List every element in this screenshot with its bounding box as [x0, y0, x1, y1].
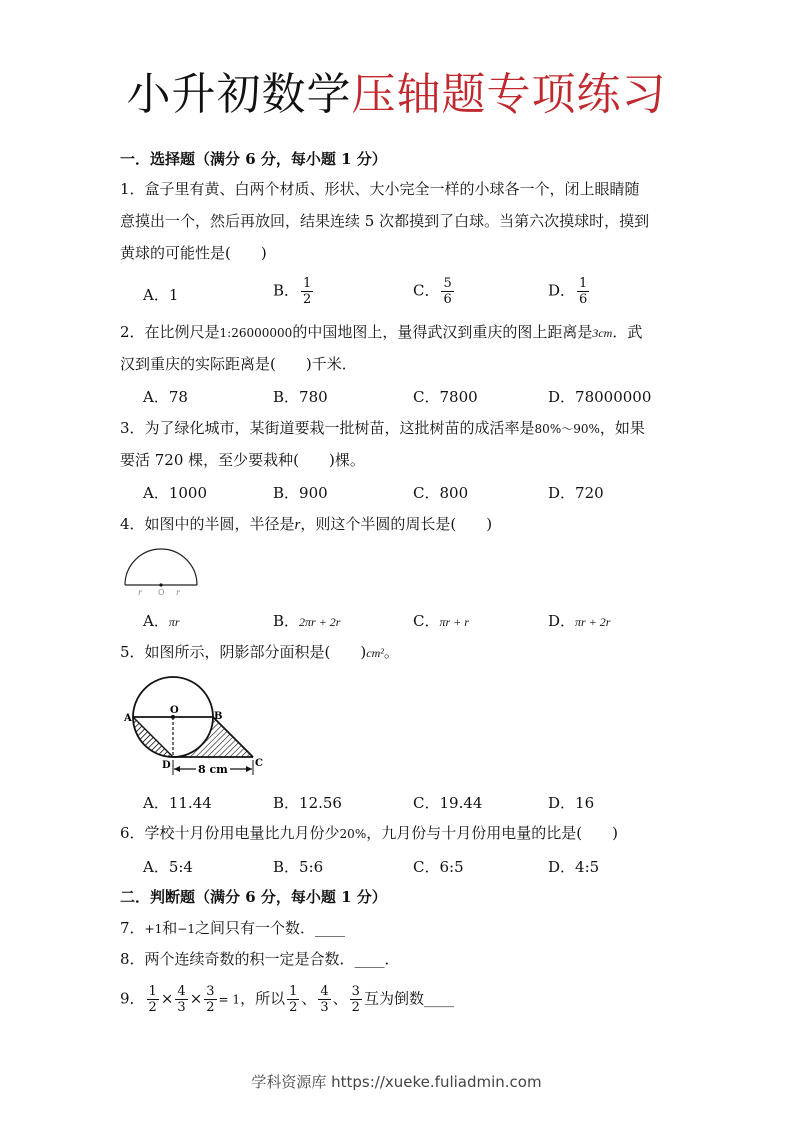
fig-label-c: C [255, 758, 263, 769]
fig-label-r-left: r [138, 588, 142, 597]
q5-option-d[interactable]: D．16 [548, 794, 595, 812]
section-heading-judgment: 二．判断题（满分 6 分，每小题 1 分） [120, 888, 387, 906]
fig-label-b: B [214, 711, 223, 722]
q2-option-d[interactable]: D．78000000 [548, 388, 652, 406]
q3-line-2: 要活 720 棵，至少要栽种( )棵。 [120, 451, 365, 469]
q2-line-1: 2．在比例尺是1:26000000的中国地图上，量得武汉到重庆的图上距离是3cm．武 [120, 323, 643, 341]
q7-line-1: 7．+1和−1之间只有一个数．____ [120, 919, 345, 937]
q1-option-d[interactable]: D． $\frac{1}{6}$ [548, 276, 588, 307]
q6-option-d[interactable]: D．4:5 [548, 858, 600, 876]
circle-shaded-figure [122, 672, 270, 782]
q1-line-1: 1．盒子里有黄、白两个材质、形状、大小完全一样的小球各一个，闭上眼睛随 [120, 180, 640, 198]
q4-option-b[interactable]: B．2πr + 2r [273, 612, 341, 630]
q3-option-d[interactable]: D．720 [548, 484, 604, 502]
q2-option-c[interactable]: C．7800 [413, 388, 478, 406]
q2-option-b[interactable]: B．780 [273, 388, 328, 406]
q3-option-c[interactable]: C．800 [413, 484, 469, 502]
q5-line-1: 5．如图所示，阴影部分面积是( )cm²。 [120, 643, 399, 661]
fig-label-o: O [158, 588, 165, 597]
q3-option-b[interactable]: B．900 [273, 484, 328, 502]
fig-label-a: A [124, 713, 132, 724]
fig-label-d: D [162, 760, 171, 771]
q4-option-c[interactable]: C．πr + r [413, 612, 469, 630]
section-heading-choice: 一．选择题（满分 6 分，每小题 1 分） [120, 150, 387, 168]
fig-label-length: 8 cm [198, 763, 228, 776]
q6-option-c[interactable]: C．6:5 [413, 858, 464, 876]
q4-option-d[interactable]: D．πr + 2r [548, 612, 611, 630]
page-title: 小升初数学压轴题专项练习 [126, 69, 667, 120]
q1-option-a[interactable]: A．1 [143, 286, 179, 304]
semicircle-figure [120, 545, 202, 597]
q4-line-1: 4．如图中的半圆，半径是r，则这个半圆的周长是( ) [120, 515, 493, 533]
q1-line-2: 意摸出一个，然后再放回，结果连续 5 次都摸到了白球。当第六次摸球时，摸到 [120, 212, 650, 230]
q9-line-1: 9． $\frac{1}{2}$ × $\frac{4}{3}$ × $\frac{3}{2}$ = 1，所以 $\frac{1}{2}$ 、 $\frac{4}{3}$ 、 $\frac{3}{2}$ 互为倒数____ [120, 984, 454, 1015]
q6-option-b[interactable]: B．5:6 [273, 858, 324, 876]
q5-option-b[interactable]: B．12.56 [273, 794, 342, 812]
q1-option-b[interactable]: B． $\frac{1}{2}$ [273, 276, 312, 307]
q4-option-a[interactable]: A．πr [143, 612, 180, 630]
footer-link[interactable]: 学科资源库 https://xueke.fuliadmin.com [251, 1073, 542, 1091]
q1-line-3: 黄球的可能性是( ) [120, 244, 267, 262]
q3-option-a[interactable]: A．1000 [143, 484, 208, 502]
q6-line-1: 6．学校十月份用电量比九月份少20%，九月份与十月份用电量的比是( ) [120, 824, 618, 842]
fig-label-o: O [170, 705, 179, 716]
q1-option-c[interactable]: C． $\frac{5}{6}$ [413, 276, 452, 307]
q2-option-a[interactable]: A．78 [143, 388, 188, 406]
q2-line-2: 汉到重庆的实际距离是( )千米． [120, 355, 357, 373]
q6-option-a[interactable]: A．5:4 [143, 858, 193, 876]
q5-option-a[interactable]: A．11.44 [143, 794, 212, 812]
q8-line-1: 8．两个连续奇数的积一定是合数．____． [120, 950, 400, 968]
fig-label-r-right: r [176, 588, 180, 597]
q5-option-c[interactable]: C．19.44 [413, 794, 483, 812]
q3-line-1: 3．为了绿化城市，某街道要栽一批树苗，这批树苗的成活率是80%～90%，如果 [120, 419, 645, 437]
